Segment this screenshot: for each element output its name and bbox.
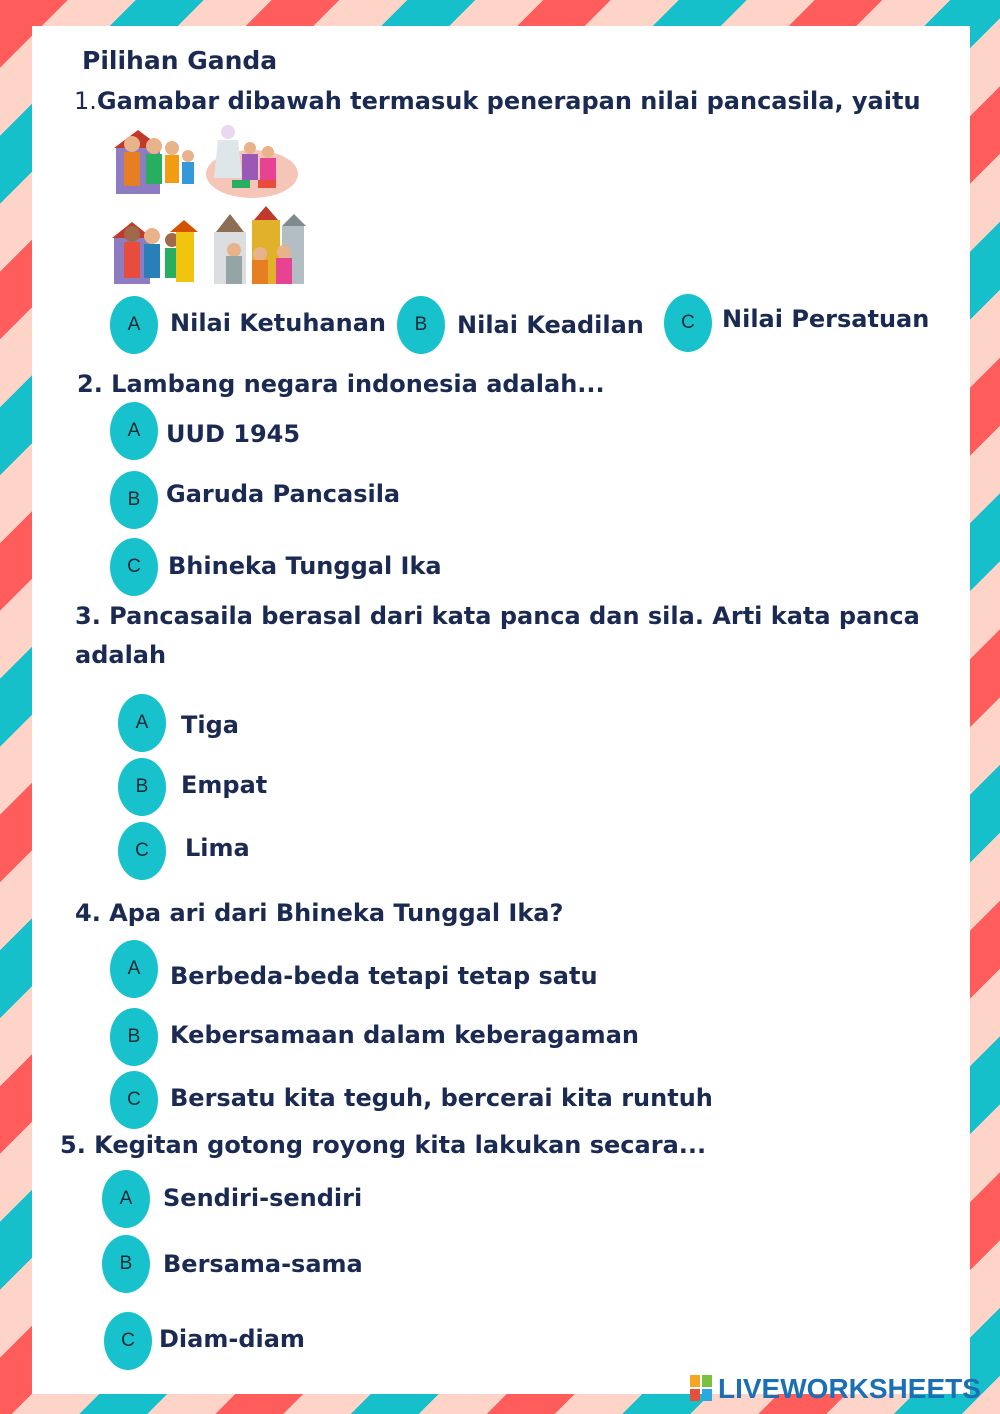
q1-option-b-button[interactable]: B: [397, 296, 445, 354]
question-1-number: 1.: [74, 87, 97, 115]
pancasila-illustrations: [108, 122, 308, 290]
q5-option-a-button[interactable]: A: [102, 1170, 150, 1228]
q1-option-c-label: Nilai Persatuan: [722, 305, 930, 333]
q2-option-b-button[interactable]: B: [110, 471, 158, 529]
q4-option-c-label: Bersatu kita teguh, bercerai kita runtuh: [170, 1084, 713, 1112]
q3-option-b-label: Empat: [181, 771, 268, 799]
q5-option-b-label: Bersama-sama: [163, 1250, 363, 1278]
question-5: 5. Kegitan gotong royong kita lakukan secara...: [60, 1131, 707, 1159]
q1-option-a-button[interactable]: A: [110, 296, 158, 354]
q4-option-a-label: Berbeda-beda tetapi tetap satu: [170, 962, 598, 990]
q5-option-a-label: Sendiri-sendiri: [163, 1184, 363, 1212]
q3-option-a-label: Tiga: [181, 711, 239, 739]
liveworksheets-logo-icon: [690, 1375, 714, 1403]
question-1: [74, 87, 921, 115]
q5-option-c-label: Diam-diam: [159, 1325, 305, 1353]
question-3-line-2: adalah: [75, 641, 167, 669]
q2-option-a-label: UUD 1945: [166, 420, 301, 448]
q1-option-c-button[interactable]: C: [664, 294, 712, 352]
q4-option-a-button[interactable]: A: [110, 940, 158, 998]
q3-option-b-button[interactable]: B: [118, 758, 166, 816]
q2-option-a-button[interactable]: A: [110, 402, 158, 460]
question-4: 4. Apa ari dari Bhineka Tunggal Ika?: [75, 899, 564, 927]
liveworksheets-wordmark: LIVEWORKSHEETS: [718, 1373, 981, 1404]
liveworksheets-brand: [690, 1372, 990, 1406]
question-3-line-1: 3. Pancasaila berasal dari kata panca dan sila. Arti kata panca: [75, 602, 920, 630]
question-2: 2. Lambang negara indonesia adalah...: [77, 370, 605, 398]
children-together-image: [112, 220, 198, 284]
q4-option-b-label: Kebersamaan dalam keberagaman: [170, 1021, 639, 1049]
q2-option-c-label: Bhineka Tunggal Ika: [168, 552, 442, 580]
question-1-text: Gamabar dibawah termasuk penerapan nilai pancasila, yaitu: [96, 87, 921, 115]
q4-option-b-button[interactable]: B: [110, 1008, 158, 1066]
q3-option-c-label: Lima: [185, 834, 250, 862]
q3-option-a-button[interactable]: A: [118, 694, 166, 752]
q5-option-b-button[interactable]: B: [102, 1235, 150, 1293]
religions-harmony-image: [214, 206, 306, 284]
q2-option-c-button[interactable]: C: [110, 538, 158, 596]
q5-option-c-button[interactable]: C: [104, 1312, 152, 1370]
page-title: Pilihan Ganda: [82, 46, 278, 75]
q1-option-a-label: Nilai Ketuhanan: [170, 309, 386, 337]
family-praying-image: [114, 130, 194, 194]
family-prayer-mats-image: [206, 125, 298, 198]
q1-option-b-label: Nilai Keadilan: [457, 311, 644, 339]
q3-option-c-button[interactable]: C: [118, 822, 166, 880]
q2-option-b-label: Garuda Pancasila: [166, 480, 401, 508]
q4-option-c-button[interactable]: C: [110, 1071, 158, 1129]
